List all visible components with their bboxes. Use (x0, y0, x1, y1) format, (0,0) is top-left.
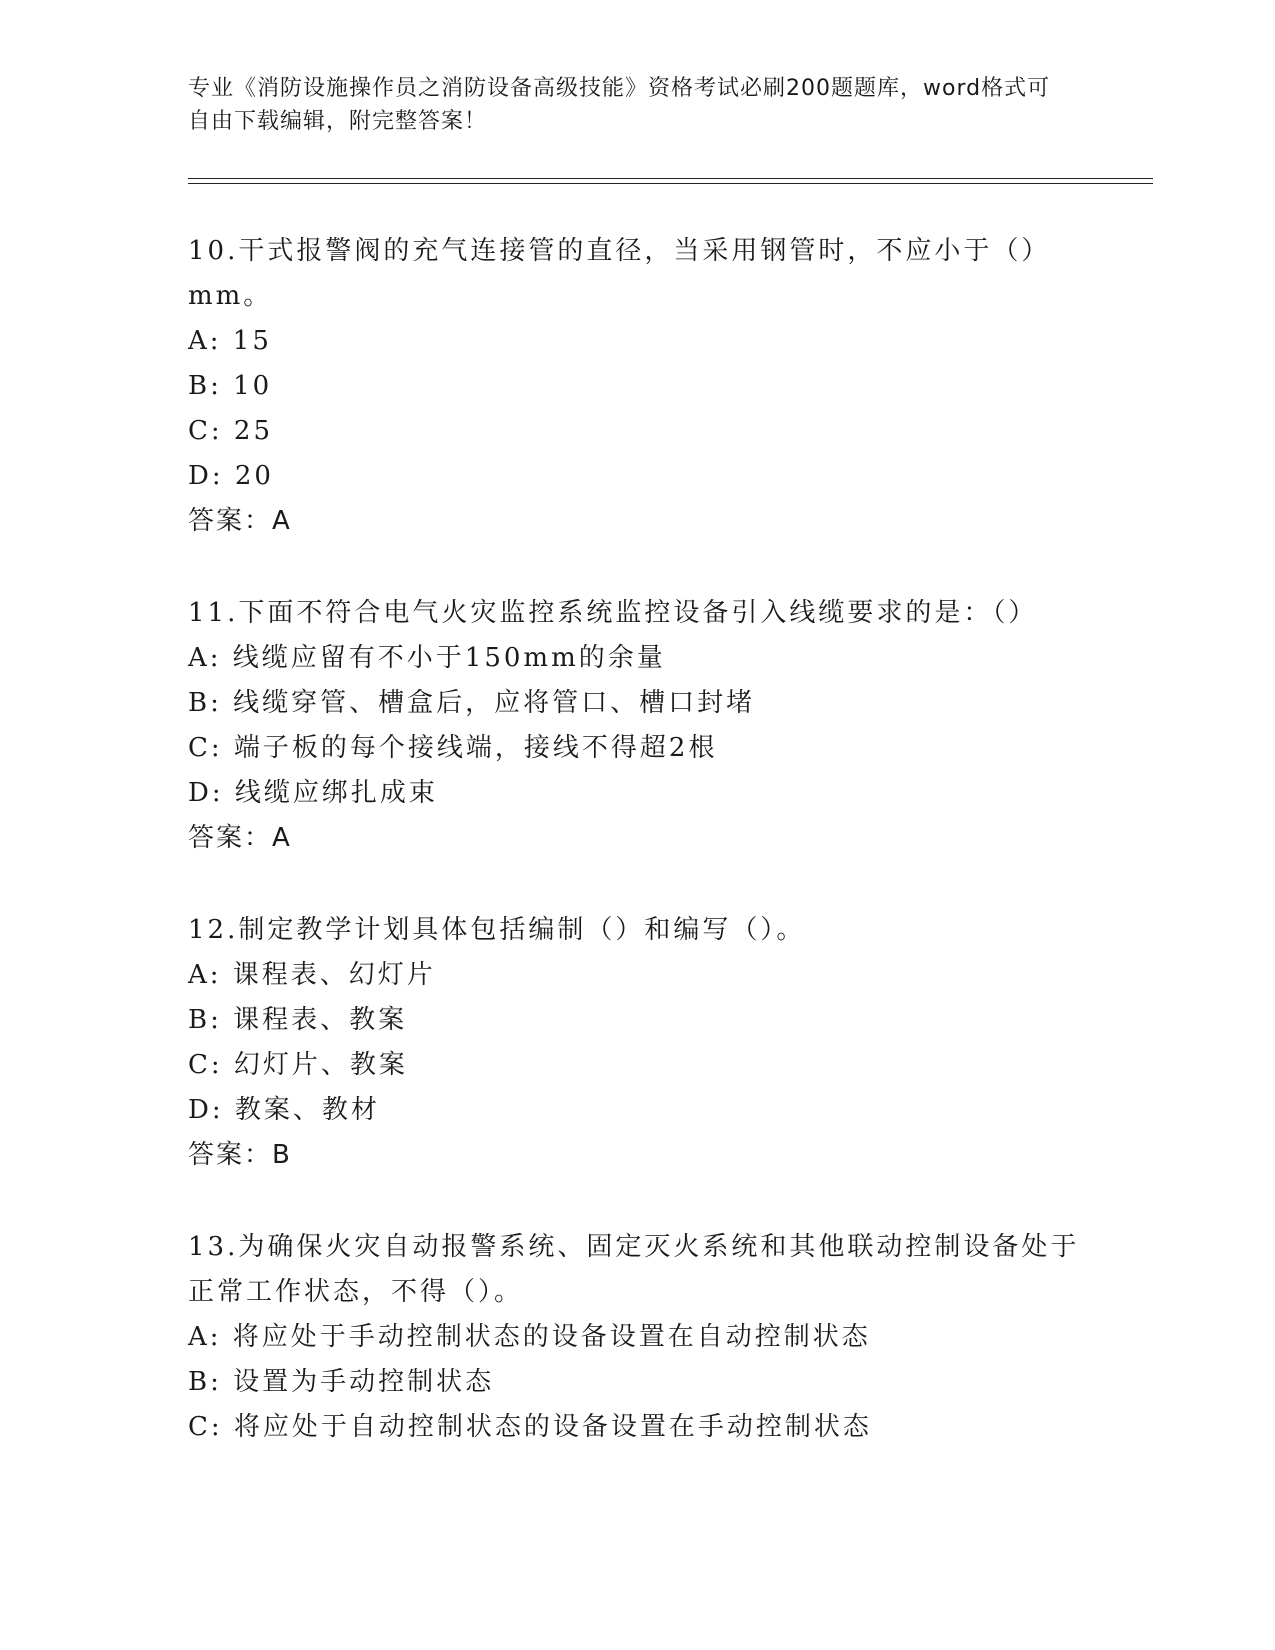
option-c: C: 25 (188, 416, 274, 446)
option-c: C: 将应处于自动控制状态的设备设置在手动控制状态 (188, 1412, 872, 1442)
option-a: A: 课程表、幻灯片 (188, 960, 436, 990)
answer-label: 答案：A (188, 823, 292, 853)
answer-label: 答案：A (188, 506, 292, 536)
option-d: D: 教案、教材 (188, 1095, 380, 1125)
question-stem: 13.为确保火灾自动报警系统、固定灭火系统和其他联动控制设备处于正常工作状态，不得（）。 (188, 1232, 1080, 1307)
option-d: D: 线缆应绑扎成束 (188, 778, 438, 808)
option-b: B: 10 (188, 371, 273, 401)
option-a: A: 线缆应留有不小于150mm的余量 (188, 643, 666, 673)
header-divider-top (188, 178, 1153, 179)
question-13 (188, 1225, 1088, 1450)
option-a: A: 将应处于手动控制状态的设备设置在自动控制状态 (188, 1322, 871, 1352)
question-stem: 10.干式报警阀的充气连接管的直径，当采用钢管时，不应小于（）mm。 (188, 236, 1051, 311)
option-b: B: 课程表、教案 (188, 1005, 408, 1035)
header-divider-bottom (188, 183, 1153, 184)
answer-label: 答案：B (188, 1140, 292, 1170)
option-a: A: 15 (188, 326, 272, 356)
option-d: D: 20 (188, 461, 274, 491)
question-11 (188, 591, 1088, 861)
option-c: C: 幻灯片、教案 (188, 1050, 408, 1080)
question-stem: 11.下面不符合电气火灾监控系统监控设备引入线缆要求的是：（） (188, 598, 1038, 628)
question-stem: 12.制定教学计划具体包括编制（）和编写（）。 (188, 915, 806, 945)
question-12 (188, 908, 1088, 1178)
document-header: 专业《消防设施操作员之消防设备高级技能》资格考试必刷200题题库，word格式可自由下载编辑，附完整答案！ (188, 76, 1051, 134)
option-c: C: 端子板的每个接线端，接线不得超2根 (188, 733, 718, 763)
option-b: B: 线缆穿管、槽盒后，应将管口、槽口封堵 (188, 688, 756, 718)
option-b: B: 设置为手动控制状态 (188, 1367, 495, 1397)
question-10 (188, 229, 1088, 544)
